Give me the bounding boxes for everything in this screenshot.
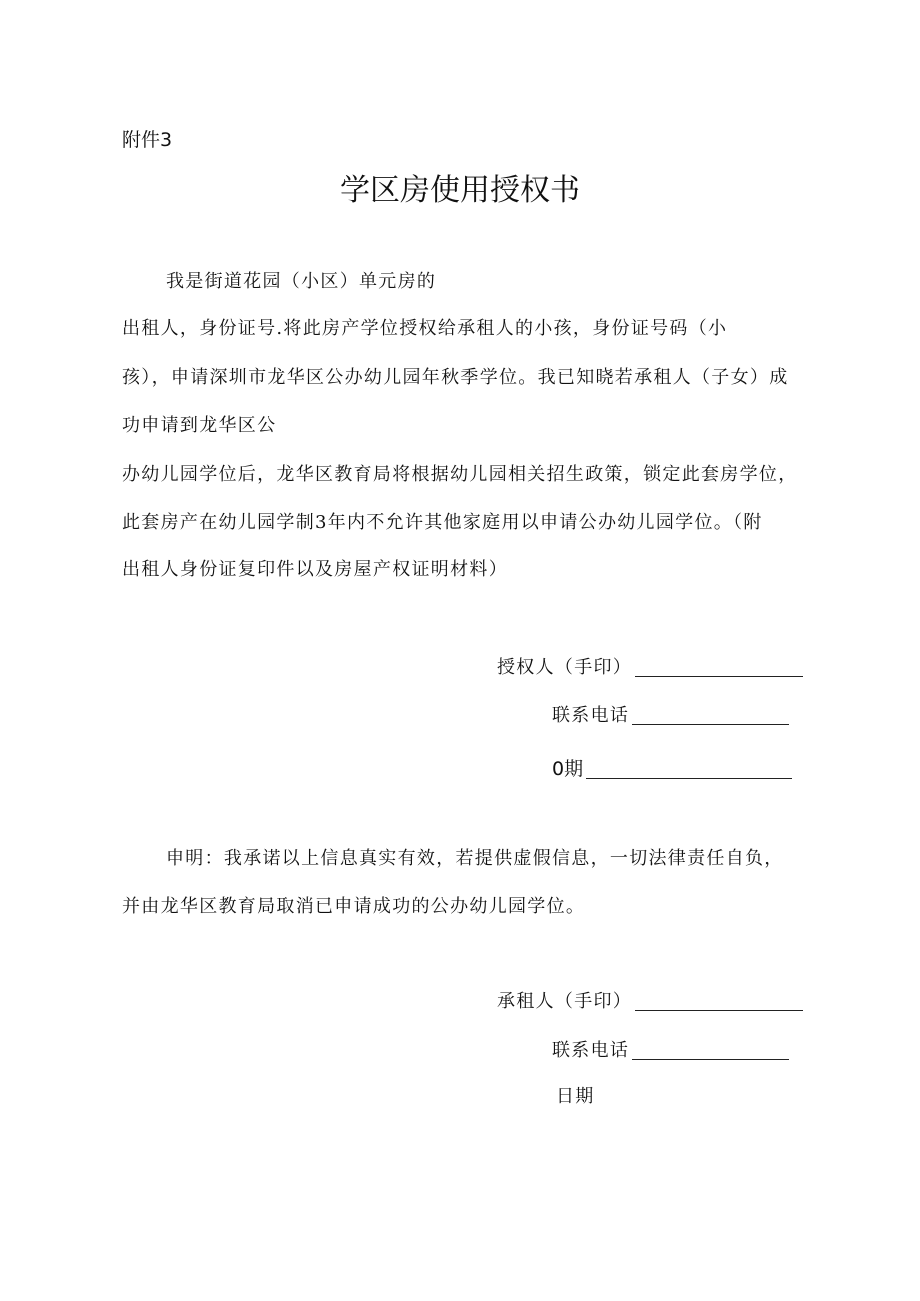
authorizer-phone-line [632,706,789,725]
authorizer-signature-line [635,658,803,677]
authorizer-phone-row [552,706,789,725]
authorizer-date-row [552,760,792,779]
lessee-date-label: 日期 [556,1086,595,1107]
body-line-2: 出租人，身份证号.将此房产学位授权给承租人的小孩，身份证号码（小 [122,318,728,339]
statement-line-2: 并由龙华区教育局取消已申请成功的公办幼儿园学位。 [122,896,586,917]
lessee-phone-row [552,1041,789,1060]
lessee-phone-line [632,1041,789,1060]
authorizer-signature-label: 授权人（手印） [497,657,633,678]
authorizer-date-label: 0期 [552,758,584,780]
authorizer-date-line [586,760,792,779]
attachment-label: 附件3 [122,129,173,151]
document-title: 学区房使用授权书 [340,173,580,208]
body-line-1: 我是街道花园（小区）单元房的 [166,271,437,292]
lessee-signature-line [635,992,803,1011]
body-line-7: 出租人身份证复印件以及房屋产权证明材料） [122,559,508,580]
statement-line-1: 申明：我承诺以上信息真实有效，若提供虚假信息，一切法律责任自负， [166,848,784,869]
body-line-5: 办幼儿园学位后，龙华区教育局将根据幼儿园相关招生政策，锁定此套房学位， [122,464,798,485]
body-line-6: 此套房产在幼儿园学制3年内不允许其他家庭用以申请公办幼儿园学位。（附 [122,512,763,533]
body-line-4: 功申请到龙华区公 [122,415,277,436]
lessee-phone-label: 联系电话 [552,1040,630,1061]
lessee-signature-label: 承租人（手印） [497,991,633,1012]
body-line-3: 孩），申请深圳市龙华区公办幼儿园年秋季学位。我已知晓若承租人（子女）成 [122,367,789,388]
authorizer-phone-label: 联系电话 [552,705,630,726]
lessee-signature-row [497,992,803,1011]
authorizer-signature-row [497,658,803,677]
